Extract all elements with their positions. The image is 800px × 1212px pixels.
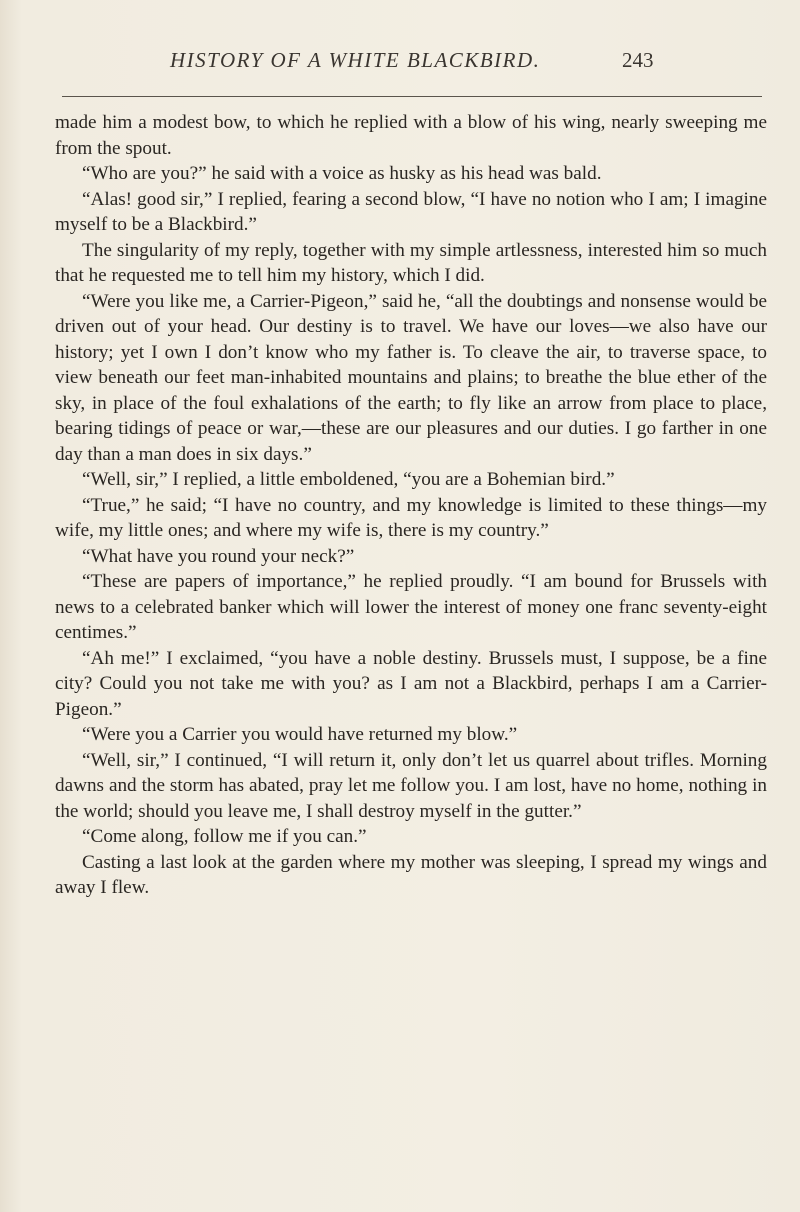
paragraph: “These are papers of importance,” he replied proudly. “I am bound for Brussels with news to a celebrated banker which will lower the interest of money one franc seventy-eight centimes.” [55, 571, 767, 643]
paragraph: “Come along, follow me if you can.” [82, 826, 367, 847]
paragraph: “True,” he said; “I have no country, and my knowledge is limited to these things—my wife, my little ones; and where my wife is, there is my country.” [55, 494, 767, 541]
paragraph: “Well, sir,” I continued, “I will return it, only don’t let us quarrel about trifles. Morning dawns and the storm has abated, pray let me follow you. I am lost, have no home, nothing in the world; should you leave me, I shall destroy myself in the gutter.” [55, 749, 767, 822]
header-rule [62, 96, 762, 97]
paragraph: made him a modest bow, to which he replied with a blow of his wing, nearly sweeping me from the spout. [55, 112, 767, 159]
paragraph: “Were you a Carrier you would have returned my blow.” [82, 724, 518, 745]
paragraph: Casting a last look at the garden where my mother was sleeping, I spread my wings and away I flew. [55, 851, 767, 898]
paragraph: “Alas! good sir,” I replied, fearing a second blow, “I have no notion who I am; I imagine myself to be a Blackbird.” [55, 188, 767, 235]
page-header [0, 48, 800, 88]
paragraph: “Ah me!” I exclaimed, “you have a noble destiny. Brussels must, I suppose, be a fine city? Could you not take me with you? as I am not a Blackbird, perhaps I am a Carrier-Pigeon.” [55, 647, 767, 720]
paragraph: The singularity of my reply, together with my simple artlessness, interested him so much that he requested me to tell him my history, which I did. [55, 239, 767, 286]
paragraph: “Well, sir,” I replied, a little emboldened, “you are a Bohemian bird.” [82, 469, 615, 490]
paragraph: “Who are you?” he said with a voice as husky as his head was bald. [82, 163, 602, 184]
page-number: 243 [622, 48, 654, 72]
paragraph: “Were you like me, a Carrier-Pigeon,” said he, “all the doubtings and nonsense would be driven out of your head. Our destiny is to travel. We have our loves—we also have our history; yet I own I don’t know who my father is. To cleave the air, to traverse space, to view beneath our feet man-inhabited mountains and plains; to breathe the blue ether of the sky, in place of the foul exhalations of the earth; to fly like an arrow from place to place, bearing tidings of peace or war,—these are our pleasures and our duties. I go farther in one day than a man does in six days.” [55, 290, 767, 465]
paragraph: “What have you round your neck?” [82, 545, 355, 567]
running-title: HISTORY OF A WHITE BLACKBIRD. [170, 48, 541, 72]
body-text [55, 110, 767, 901]
